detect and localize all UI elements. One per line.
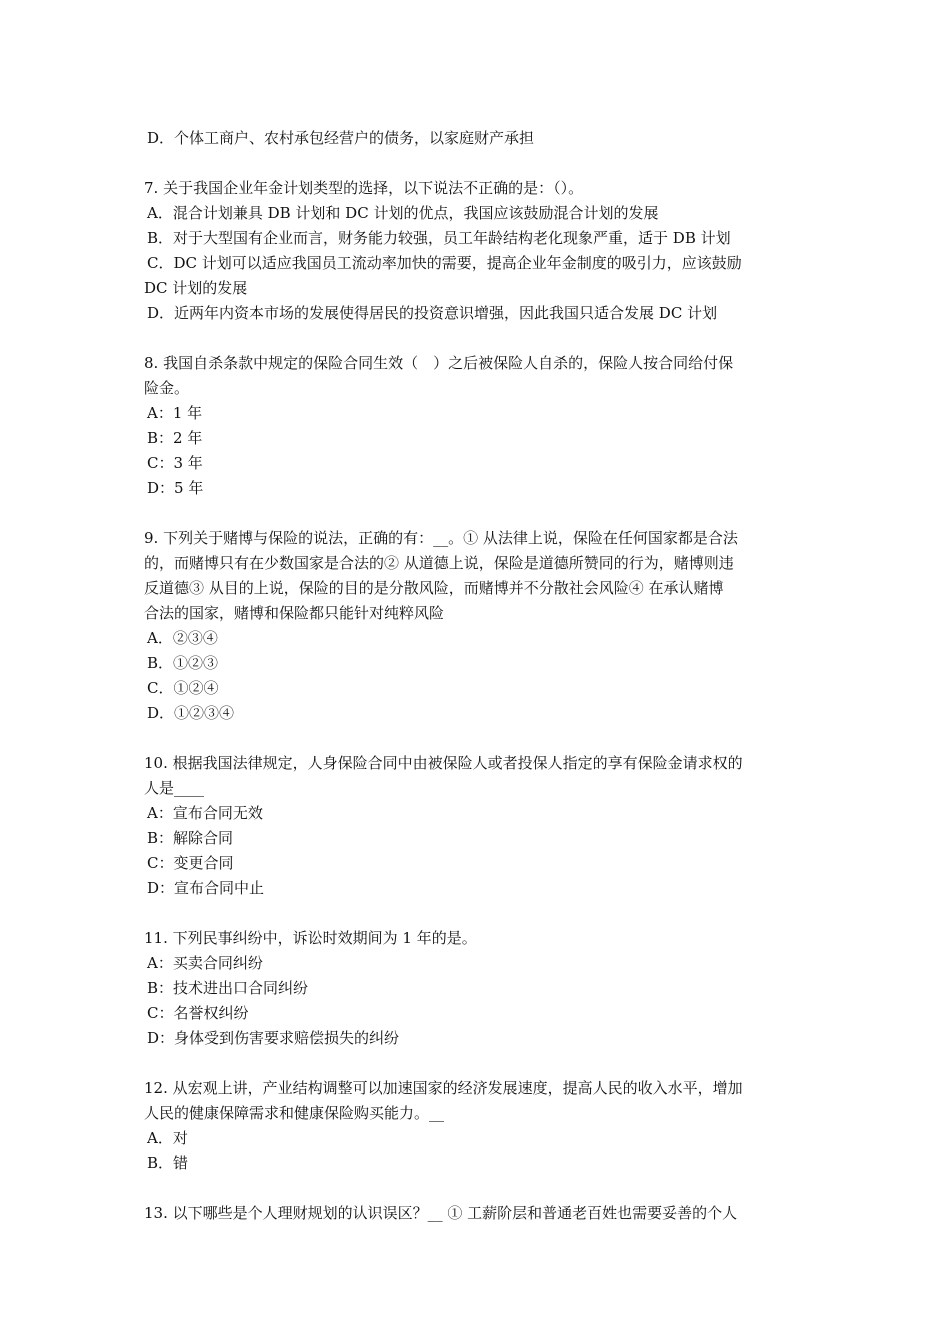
paragraph-gap [144, 501, 814, 526]
answer-option-line: C：变更合同 [147, 854, 234, 872]
answer-option-line: D．个体工商户、农村承包经营户的债务，以家庭财产承担 [147, 129, 535, 147]
question-text-line: 9. 下列关于赌博与保险的说法，正确的有：__。① 从法律上说，保险在任何国家都是合法 [144, 529, 738, 547]
paragraph-gap [144, 726, 814, 751]
answer-option-line: C：名誉权纠纷 [147, 1004, 249, 1022]
answer-option-line: D：5 年 [147, 479, 204, 497]
question-text-line: 人民的健康保障需求和健康保险购买能力。__ [144, 1104, 445, 1122]
paragraph-gap [144, 326, 814, 351]
answer-option-line: B：技术进出口合同纠纷 [147, 979, 309, 997]
answer-option-line: C．①②④ [147, 679, 219, 697]
answer-option-line: D：宣布合同中止 [147, 879, 265, 897]
answer-option-line: B：解除合同 [147, 829, 234, 847]
answer-option-line: A．混合计划兼具 DB 计划和 DC 计划的优点，我国应该鼓励混合计划的发展 [147, 204, 659, 222]
question-text-line: DC 计划的发展 [144, 279, 248, 297]
answer-option-line: D．近两年内资本市场的发展使得居民的投资意识增强，因此我国只适合发展 DC 计划 [147, 304, 718, 322]
paragraph-gap [144, 1051, 814, 1076]
answer-option-line: B：2 年 [147, 429, 203, 447]
answer-option-line: A：宣布合同无效 [147, 804, 263, 822]
question-text-line: 合法的国家，赌博和保险都只能针对纯粹风险 [144, 604, 445, 622]
question-text-line: 12. 从宏观上讲，产业结构调整可以加速国家的经济发展速度，提高人民的收入水平，增加 [144, 1079, 743, 1097]
paragraph-gap [144, 151, 814, 176]
question-text-line: 11. 下列民事纠纷中，诉讼时效期间为 1 年的是。 [144, 929, 477, 947]
question-text-line: 7. 关于我国企业年金计划类型的选择，以下说法不正确的是：（）。 [144, 179, 584, 197]
answer-option-line: C：3 年 [147, 454, 203, 472]
question-text-line: 反道德③ 从目的上说，保险的目的是分散风险，而赌博并不分散社会风险④ 在承认赌博 [144, 579, 724, 597]
answer-option-line: B．①②③ [147, 654, 219, 672]
answer-option-line: B．对于大型国有企业而言，财务能力较强，员工年龄结构老化现象严重，适于 DB 计划 [147, 229, 731, 247]
answer-option-line: D．①②③④ [147, 704, 235, 722]
question-text-line: 8. 我国自杀条款中规定的保险合同生效（ ）之后被保险人自杀的，保险人按合同给付保 [144, 354, 734, 372]
question-text-line: 险金。 [144, 379, 190, 397]
question-text-line: 的，而赌博只有在少数国家是合法的② 从道德上说，保险是道德所赞同的行为，赌博则违 [144, 554, 734, 572]
paragraph-gap [144, 1176, 814, 1201]
answer-option-line: B．错 [147, 1154, 189, 1172]
answer-option-line: A．对 [147, 1129, 188, 1147]
answer-option-line: A：1 年 [147, 404, 203, 422]
answer-option-line: A．②③④ [147, 629, 218, 647]
question-text-line: 人是____ [144, 779, 205, 797]
question-text-line: 13. 以下哪些是个人理财规划的认识误区？__ ① 工薪阶层和普通老百姓也需要妥善的个人 [144, 1204, 738, 1222]
document-body [144, 126, 814, 1226]
answer-option-line: D：身体受到伤害要求赔偿损失的纠纷 [147, 1029, 400, 1047]
answer-option-line: C．DC 计划可以适应我国员工流动率加快的需要，提高企业年金制度的吸引力，应该鼓励 [147, 254, 742, 272]
paragraph-gap [144, 901, 814, 926]
answer-option-line: A：买卖合同纠纷 [147, 954, 263, 972]
question-text-line: 10. 根据我国法律规定，人身保险合同中由被保险人或者投保人指定的享有保险金请求权的 [144, 754, 743, 772]
